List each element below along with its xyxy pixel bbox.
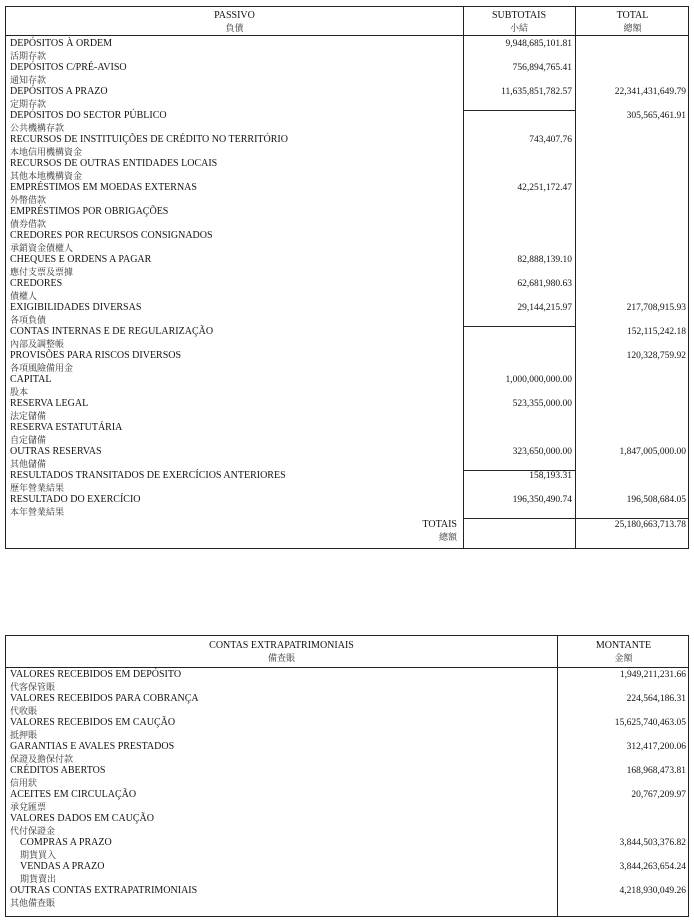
row-label-pt: EXIGIBILIDADES DIVERSAS [10,302,142,313]
row-subtotal: 756,894,765.41 [512,63,572,73]
row-amount: 1,949,211,231.66 [619,670,686,680]
table-row [6,494,688,518]
row-total: 120,328,759.92 [626,351,686,361]
table-row [6,278,688,302]
row-label-zh: 公共機構存款 [10,123,65,133]
extrapatrimoniais-header [6,640,557,664]
row-label-pt: DEPÓSITOS À ORDEM [10,38,113,49]
table-row [6,374,688,398]
row-label-zh: 定期存款 [10,99,47,109]
row-label-zh: 代客保管賬 [10,682,56,692]
amount-header-zh: 金額 [614,653,633,663]
table-row [6,350,688,374]
extrapatrimoniais-table [5,635,689,917]
passivo-header-pt: PASSIVO [214,10,255,21]
header-divider [6,667,688,668]
row-label-zh: 其他儲備 [10,459,47,469]
row-subtotal: 743,407.76 [529,135,572,145]
row-subtotal: 42,251,172.47 [517,183,572,193]
row-label-pt: VALORES RECEBIDOS PARA COBRANÇA [10,693,199,704]
row-amount: 20,767,209.97 [631,790,686,800]
totals-label-zh: 總額 [438,532,457,542]
table-row [6,62,688,86]
row-subtotal: 158,193.31 [529,471,572,481]
row-label-pt: DEPÓSITOS DO SECTOR PÚBLICO [10,110,167,121]
extrapatrimoniais-header-pt: CONTAS EXTRAPATRIMONIAIS [209,640,354,651]
row-label-zh: 承兌匯票 [10,802,47,812]
row-label-pt: COMPRAS A PRAZO [20,837,112,848]
row-total: 217,708,915.93 [626,303,686,313]
subtotal-group-divider [463,326,575,327]
row-subtotal: 323,650,000.00 [512,447,572,457]
row-label-pt: PROVISÕES PARA RISCOS DIVERSOS [10,350,182,361]
table-row [6,206,688,230]
table-row [6,765,688,789]
row-label-zh: 各項風險備用金 [10,363,74,373]
subtotal-header-pt: SUBTOTAIS [491,10,547,21]
table-row [6,693,688,717]
subtotal-group-divider [463,110,575,111]
row-label-pt: EMPRÉSTIMOS POR OBRIGAÇÕES [10,206,169,217]
row-label-pt: OUTRAS RESERVAS [10,446,102,457]
row-label-pt: RESULTADO DO EXERCÍCIO [10,494,141,505]
table-row [6,470,688,494]
table-row [6,741,688,765]
total-header [575,10,690,34]
row-subtotal: 62,681,980.63 [517,279,572,289]
row-label-pt: RESERVA LEGAL [10,398,89,409]
row-label-zh: 自定儲備 [10,435,47,445]
row-label-zh: 內部及調整帳 [10,339,65,349]
row-label-zh: 信用狀 [10,778,38,788]
row-label-zh: 歷年營業結果 [10,483,65,493]
row-label-pt: CREDORES POR RECURSOS CONSIGNADOS [10,230,213,241]
row-label-pt: VALORES DADOS EM CAUÇÃO [10,813,154,824]
row-label-zh: 通知存款 [10,75,47,85]
table-row [6,717,688,741]
row-label-zh: 期貨賣出 [20,874,57,884]
row-label-zh: 債權人 [10,291,38,301]
totals-label-pt: TOTAIS [422,519,457,530]
row-amount: 3,844,503,376.82 [619,838,686,848]
row-label-pt: CONTAS INTERNAS E DE REGULARIZAÇÃO [10,326,214,337]
row-amount: 168,968,473.81 [626,766,686,776]
passivo-header [6,10,463,34]
table-row [6,813,688,837]
row-label-pt: GARANTIAS E AVALES PRESTADOS [10,741,175,752]
row-amount: 224,564,186.31 [626,694,686,704]
extrapatrimoniais-header-zh: 備查賬 [267,653,295,663]
row-subtotal: 9,948,685,101.81 [505,39,572,49]
row-total: 305,565,461.91 [626,111,686,121]
totals-label [306,519,457,543]
row-amount: 4,218,930,049.26 [619,886,686,896]
row-label-zh: 其他備查賬 [10,898,56,908]
totals-value: 25,180,663,713.78 [614,520,686,530]
table-row [6,446,688,470]
amount-header [557,640,690,664]
subtotal-header [463,10,575,34]
row-label-pt: CRÉDITOS ABERTOS [10,765,106,776]
row-label-zh: 本年營業結果 [10,507,65,517]
row-label-pt: EMPRÉSTIMOS EM MOEDAS EXTERNAS [10,182,197,193]
row-label-zh: 本地信用機構資金 [10,147,83,157]
row-subtotal: 523,355,000.00 [512,399,572,409]
row-label-zh: 股本 [10,387,29,397]
row-label-pt: RESERVA ESTATUTÁRIA [10,422,123,433]
table-row [6,302,688,326]
table-row [6,110,688,134]
row-label-zh: 債券借款 [10,219,47,229]
row-label-pt: CREDORES [10,278,63,289]
row-label-pt: DEPÓSITOS C/PRÉ-AVISO [10,62,127,73]
row-label-zh: 承銷資金債權人 [10,243,74,253]
row-label-zh: 抵押賬 [10,730,38,740]
row-label-zh: 保證及擔保付款 [10,754,74,764]
row-label-zh: 各項負債 [10,315,47,325]
row-amount: 15,625,740,463.05 [614,718,686,728]
passivo-table [5,6,689,549]
row-label-pt: RESULTADOS TRANSITADOS DE EXERCÍCIOS ANTERIORES [10,470,286,481]
row-label-pt: VENDAS A PRAZO [20,861,105,872]
row-subtotal: 196,350,490.74 [512,495,572,505]
subtotal-header-zh: 小結 [509,23,528,33]
row-amount: 3,844,263,654.24 [619,862,686,872]
row-label-pt: DEPÓSITOS A PRAZO [10,86,108,97]
row-label-zh: 活期存款 [10,51,47,61]
row-label-pt: CAPITAL [10,374,52,385]
table-row [6,669,688,693]
row-label-pt: VALORES RECEBIDOS EM DEPÓSITO [10,669,182,680]
table-row [6,861,688,885]
row-subtotal: 11,635,851,782.57 [501,87,572,97]
row-label-pt: OUTRAS CONTAS EXTRAPATRIMONIAIS [10,885,198,896]
row-subtotal: 1,000,000,000.00 [505,375,572,385]
row-label-pt: RECURSOS DE INSTITUIÇÕES DE CRÉDITO NO TERRITÓRIO [10,134,288,145]
subtotal-group-divider [463,470,575,471]
row-label-zh: 法定儲備 [10,411,47,421]
row-label-zh: 其他本地機構資金 [10,171,83,181]
row-amount: 312,417,200.06 [626,742,686,752]
row-total: 196,508,684.05 [626,495,686,505]
table-row [6,86,688,110]
row-label-zh: 外幣借款 [10,195,47,205]
table-row [6,326,688,350]
row-label-zh: 代付保證金 [10,826,56,836]
table-row [6,398,688,422]
row-label-pt: RECURSOS DE OUTRAS ENTIDADES LOCAIS [10,158,218,169]
row-label-pt: CHEQUES E ORDENS A PAGAR [10,254,152,265]
table-row [6,182,688,206]
amount-header-pt: MONTANTE [595,640,652,651]
table-row [6,134,688,158]
row-total: 22,341,431,649.79 [614,87,686,97]
row-total: 1,847,005,000.00 [619,447,686,457]
row-subtotal: 82,888,139.10 [517,255,572,265]
total-header-zh: 總額 [623,23,642,33]
row-label-zh: 期貨買入 [20,850,57,860]
row-label-zh: 應付支票及票據 [10,267,74,277]
row-subtotal: 29,144,215.97 [517,303,572,313]
total-header-pt: TOTAL [616,10,649,21]
row-total: 152,115,242.18 [626,327,686,337]
table-row [6,422,688,446]
table-row [6,230,688,254]
table-row [6,254,688,278]
table-row [6,789,688,813]
table-row [6,837,688,861]
table-row [6,158,688,182]
passivo-header-zh: 負債 [225,23,244,33]
header-divider [6,35,688,36]
row-label-zh: 代收賬 [10,706,38,716]
row-label-pt: ACEITES EM CIRCULAÇÃO [10,789,137,800]
table-row [6,885,688,909]
row-label-pt: VALORES RECEBIDOS EM CAUÇÃO [10,717,176,728]
table-row [6,38,688,62]
